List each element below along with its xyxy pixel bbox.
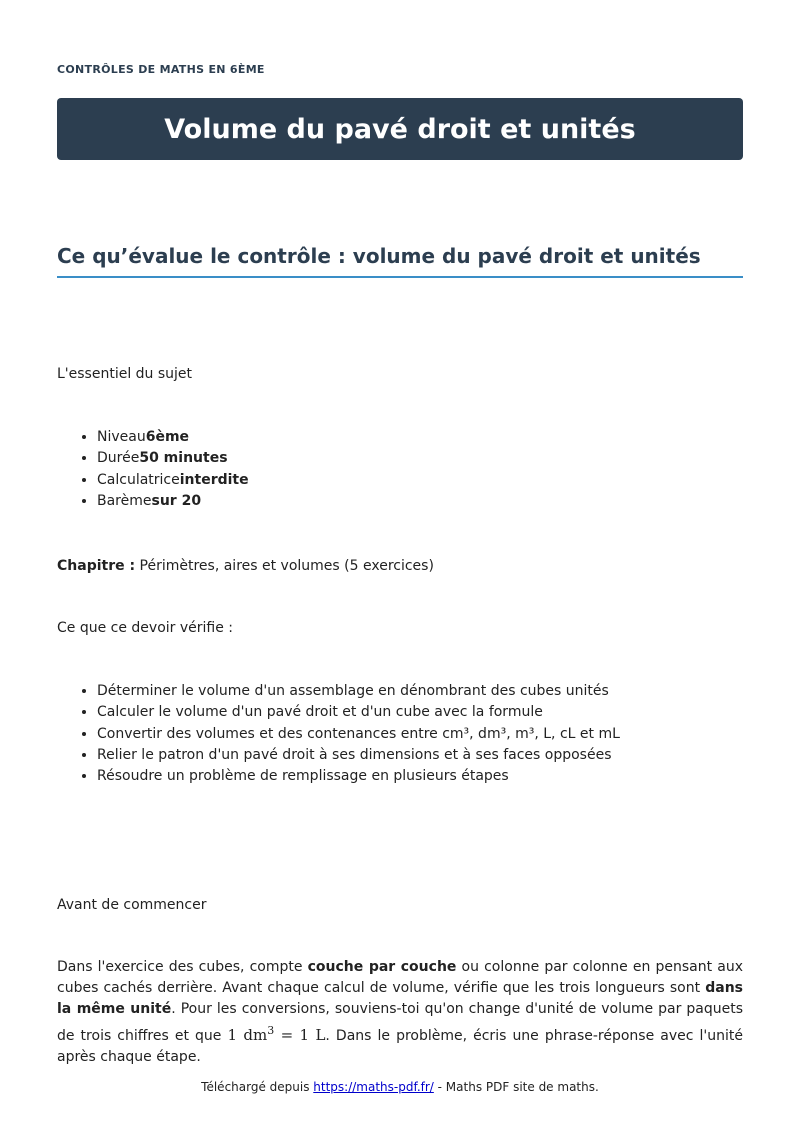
chapitre-line — [57, 556, 434, 577]
list-item — [97, 491, 249, 512]
item-value: 6ème — [145, 429, 190, 445]
text-run: . Pour les conversions, souviens-toi qu'on change d'unité de volume par paquets de trois chiffres et que — [57, 1001, 743, 1044]
footer-suffix: - Maths PDF site de maths. — [433, 1080, 599, 1094]
chapitre-value: Périmètres, aires et volumes (5 exercices) — [139, 558, 434, 574]
formula — [227, 1026, 325, 1044]
item-label: Barème — [97, 492, 152, 509]
verifie-list — [57, 681, 620, 787]
verifie-heading: Ce que ce devoir vérifie : — [57, 620, 234, 636]
list-item: • Convertir des volumes et des contenances entre cm³, dm³, m³, L, cL et mL — [97, 724, 620, 745]
section-title: Ce qu’évalue le contrôle : volume du pavé droit et unités — [57, 244, 743, 278]
page-title: Volume du pavé droit et unités — [164, 113, 636, 145]
item-value: sur 20 — [151, 492, 202, 509]
emphasis: dans la même unité — [57, 980, 743, 1017]
list-item — [97, 448, 249, 469]
item-label: Niveau — [97, 429, 146, 445]
avant-paragraph — [57, 957, 743, 1068]
footer-prefix: Téléchargé depuis — [201, 1080, 314, 1094]
list-item: • Calculer le volume d'un pavé droit et d'un cube avec la formule — [97, 702, 620, 723]
list-item: • Relier le patron d'un pavé droit à ses dimensions et à ses faces opposées — [97, 745, 620, 766]
footer-link[interactable]: https://maths-pdf.fr/ — [313, 1080, 434, 1094]
emphasis: couche par couche — [307, 959, 457, 975]
formula-exponent: 3 — [267, 1024, 275, 1037]
formula-lhs: 1 dm — [227, 1026, 268, 1044]
text-run: ou colonne par colonne en pensant aux cubes cachés derrière. Avant chaque calcul de volume, vérifie que les trois longueurs sont — [57, 959, 743, 996]
chapitre-label: Chapitre : — [57, 558, 136, 574]
list-item: • Déterminer le volume d'un assemblage en dénombrant des cubes unités — [97, 681, 620, 702]
title-banner — [57, 98, 743, 160]
essentiel-list — [57, 427, 249, 512]
list-item: • Résoudre un problème de remplissage en plusieurs étapes — [97, 766, 620, 787]
list-item — [97, 470, 249, 491]
text-run: Dans l'exercice des cubes, compte — [57, 959, 308, 975]
footer — [0, 1080, 800, 1094]
avant-heading: Avant de commencer — [57, 897, 207, 913]
list-item — [97, 427, 249, 448]
kicker: CONTRÔLES DE MATHS EN 6ÈME — [57, 63, 265, 76]
formula-rhs: = 1 L — [274, 1026, 326, 1044]
text-run: . Dans le problème, écris une phrase-réponse avec l'unité après chaque étape. — [57, 1028, 743, 1065]
item-value: interdite — [179, 471, 249, 488]
item-label: Calculatrice — [97, 471, 180, 488]
essentiel-heading: L'essentiel du sujet — [57, 366, 193, 382]
item-label: Durée — [97, 450, 140, 467]
item-value: 50 minutes — [139, 450, 228, 467]
